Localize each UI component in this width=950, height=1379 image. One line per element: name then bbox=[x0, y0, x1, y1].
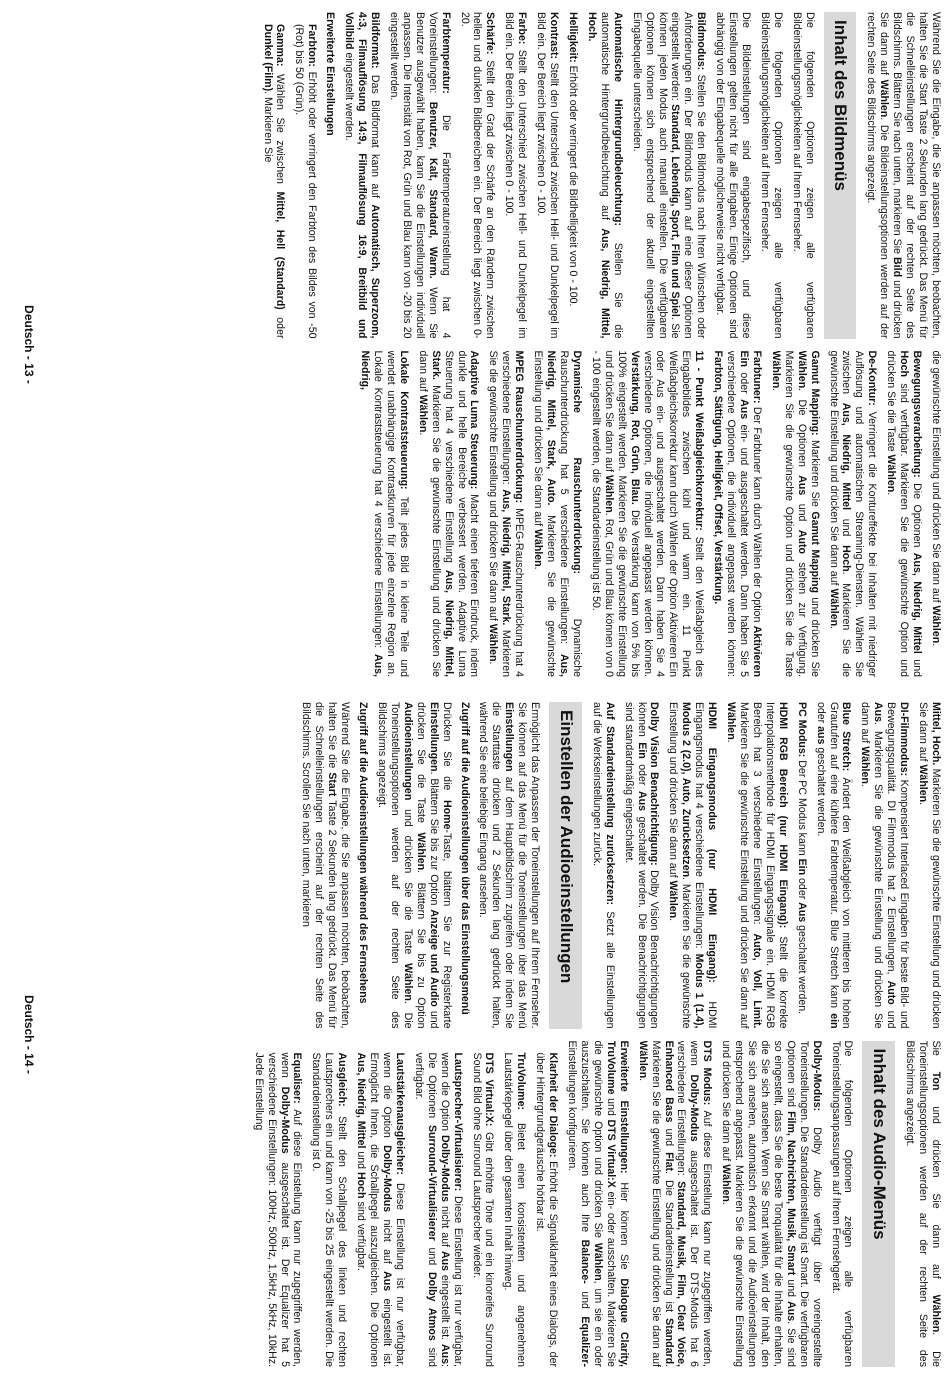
body-paragraph: Blue Stretch: Ändert den Weißabgleich von mittleren bis hohen Grautufen auf eine kühlere Farbtemperatur. Blue Stretch kann ein oder aus geschaltet werden. bbox=[814, 702, 853, 1029]
section-heading: Inhalt des Audio-Menüs bbox=[863, 1041, 896, 1368]
body-paragraph: Gamma: Wählen Sie zwischen Mittel, Hell (Standard) oder Dunkel (Film). Markieren Sie bbox=[261, 24, 287, 339]
body-paragraph: HDMI Eingangsmodus (nur HDMI Eingang): HDMI Eingangsmodus hat 4 verschiedene Einstellungen: Modus 1 (1.4), Modus 2 (2.0), Auto, Zurücksetzen. Markieren Sie die gewünschte Einstellung und drücken Sie dann auf Wählen. bbox=[667, 702, 719, 1029]
body-paragraph: Mittel, Hoch. Markieren Sie die gewünschte Einstellung und drücken Sie dann auf Wählen. bbox=[917, 702, 942, 1029]
page-13-columns bbox=[72, 12, 942, 677]
body-paragraph: Equaliser: Auf diese Einstellung kann nur zugegriffen werden, wenn Dolby-Modus ausgeschaltet ist. Der Equalizer hat 5 verschiedene Einstellungen: 100Hz, 500Hz, 1,5kHz, 5kHz, 10kHz. Jede Einstellung bbox=[252, 1052, 304, 1367]
section-heading: Inhalt des Bildmenüs bbox=[824, 12, 857, 339]
body-paragraph: PC Modus: Der PC Modus kann Ein oder Aus geschaltet werden. bbox=[795, 702, 808, 1015]
body-paragraph: Adaptive Luma Steuerung: Macht einen tieferen Eindruck, indem dunkle und helle Bereiche verbessert werden. Adaptive Luma Steuerung hat 4 verschiedene Einstellung Aus, Niedrig, Mittel, Stark. Markieren Sie die gewünschte Einstellung und drücken Sie dann auf Wählen. bbox=[416, 350, 481, 677]
body-paragraph: Während Sie die Eingabe, die Sie anpassen möchten, beobachten, halten Sie die Start Taste 2 Sekunden lang gedrückt. Das Menü für die Schnelleinstellungen erscheint auf der rechten Seite des Bildschirms. Blättern Sie nach unten, markieren Sie Bild und drücken Sie dann auf Wählen. Die Bildeinstellungsoptionen werden auf der rechten Seite des Bildschirms angezeigt. bbox=[865, 12, 942, 339]
body-paragraph: Lokale Kontraststeuerung: Teilt jedes Bild in kleine Teile und wendet unabhängige Kontrastkurven für jede einzelne Region an. Lokale Kontraststeuerung hat 4 verschiedene Einstellungen: Aus, Niedrig, bbox=[359, 350, 410, 677]
subsection-heading: Zugriff auf die Audioeinstellungen über das Einstellungsmenü bbox=[458, 702, 471, 1015]
body-paragraph: Die folgenden Optionen zeigen alle verfügbaren Toneinstellungsanpassungen auf Ihrem Fernsehgerät. bbox=[829, 1040, 855, 1367]
body-paragraph: Auf Standardeinstellung zurücksetzen: Setzt alle Einstellungen auf die Werkseinstellungen zurück. bbox=[590, 702, 616, 1029]
page-footer: Deutsch - 13 - bbox=[22, 305, 36, 384]
page-14-columns bbox=[72, 702, 942, 1367]
body-paragraph: Die folgenden Optionen zeigen alle verfügbaren Bildeinstellungsmöglichkeiten auf Ihrem Fernseher. bbox=[790, 12, 816, 339]
body-paragraph: Ausgleich: Stellt den Schallpegel des linken und rechten Lautsprechers ein und kann von -25 bis 25 eingestellt werden. Die Standardeinstellung ist 0. bbox=[310, 1052, 349, 1367]
page-14-column-2 bbox=[72, 1041, 942, 1368]
page-14 bbox=[0, 690, 950, 1379]
body-paragraph: Erweiterte Einstellungen: Hier können Sie Dialogue Clarity, TruVolume und DTS Virtual:X ein- oder ausschalten. Markieren Sie die gewünschte Option und drücken Sie Wählen, um sie ein oder auszuschalten. Sie können auch Ihre Balance- und Equalizer-Einstellungen konfigurieren. bbox=[566, 1040, 630, 1367]
body-paragraph: MPEG Rauschunterdrückung: MPEG-Rauschunterdrückung hat 4 verschiedene Einstellungen: Aus, Niedrig, Mittel, Stark. Markieren Sie die gewünschte Einstellung und drücken Sie dann auf Wählen. bbox=[487, 350, 526, 677]
body-paragraph: Lautsprecher-Virtualisierer: Diese Einstellung ist nur verfügbar, wenn die Option Dolby-Modus nicht auf Aus eingestellt ist. Aus: Die Optionen Surround-Virtualisierer und Dolby Atmos sind verfügbar. bbox=[412, 1052, 464, 1367]
body-paragraph: Bildmodus: Stellen Sie den Bildmodus nach Ihren Wünschen oder Anforderungen ein. Der Bildmodus kann auf eine dieser Optionen eingestellt werden: Standard, Lebendig, Sport, Film und Spiel. Sie können jeden Modus auch manuell einstellen. Die verfügbaren Optionen können sich entsprechend der aktuell eingestellten Eingabequelle unterscheiden. bbox=[630, 12, 708, 339]
subsection-heading: Erweiterte Einstellungen bbox=[324, 12, 337, 136]
body-paragraph: Die Bildeinstellungen sind eingabespezifisch, und diese Einstellungen gelten nicht für alle Eingaben. Einige Optionen sind abhängig von der Eingabequelle möglicherweise nicht verfügbar. bbox=[714, 12, 753, 339]
body-paragraph: Sie Ton und drücken Sie dann auf Wählen. Die Toneinstellungsoptionen werden auf der rechten Seite des Bildschirms angezeigt. bbox=[904, 1040, 942, 1367]
body-paragraph: Farbe: Stellt den Unterschied zwischen Hell- und Dunkelpegel im Bild ein. Der Bereich liegt zwischen 0 - 100. bbox=[503, 12, 529, 339]
page-14-column-1 bbox=[72, 702, 942, 1029]
page-13 bbox=[0, 0, 950, 689]
body-paragraph: DTS Virtual:X: Gibt erhöhte Töne und ein kinoreifes Surround Sound Bild ohne Surround Lautsprecher wieder. bbox=[470, 1052, 496, 1367]
body-paragraph: Dolby Vision Benachrichtigung: Dolby Vision Benachrichtigungen können Ein oder Aus geschaltet werden. Die Benachrichtigungen sind standardmäßig eingeschaltet. bbox=[622, 702, 661, 1029]
body-paragraph: Drücken Sie die Home-Taste, blättern Sie zur Registerkarte Einstellungen. Blättern Sie bis zur Option Anzeige und Audio und drücken Sie die Taste Wählen. Blättern Sie bis zu Option Audioeinstellungen und drücken Sie die Taste Wählen. Die Toneinstellungsoptionen werden auf der rechten Seite des Bildschirms angezeigt. bbox=[376, 702, 453, 1029]
body-paragraph: Während Sie die Eingabe, die Sie anpassen möchten, beobachten, halten Sie die Start Taste 2 Sekunden lang gedrückt. Das Menü für die Schnelleinstellungen erscheint auf der rechten Seite des Bildschirms. Scrollen Sie nach unten, markieren bbox=[300, 702, 352, 1029]
body-paragraph: Dynamische Rauschunterdrückung: Dynamische Rauschunterdrückung hat 5 verschiedene Einstellungen: Aus, Niedrig, Mittel, Stark, Auto. Markieren Sie die gewünschte Einstellung und drücken Sie dann auf Wählen. bbox=[532, 350, 583, 677]
body-paragraph: Ermöglicht das Anpassen der Toneinstellungen auf Ihrem Fernseher. Sie können auf das Menü für die Toneinstellungen über das Menü Einstellungen auf dem Hauptbildschirm zugreifen oder indem Sie die Starttaste drücken und 2 Sekunden lang gedrückt halten, während Sie eine beliebige Eingang ansehen. bbox=[477, 702, 542, 1029]
body-paragraph: Farbton: Erhöht oder verringert den Farbton des Bildes von -50 (Rot) bis 50 (Grün). bbox=[293, 24, 319, 339]
page-13-column-1 bbox=[72, 12, 942, 339]
body-paragraph: Lautstärkenausgleicher: Diese Einstellung ist nur verfügbar, wenn die Option Dolby-Modus nicht auf Aus eingestellt ist. Ermöglicht Ihnen, die Schallpegel auszugleichen. Die Optionen Aus, Niedrig, Mittel und Hoch sind verfügbar. bbox=[355, 1052, 406, 1367]
body-paragraph: 11 - Punkt Weißabgleichkorrektur: Stellt den Weißabgleich des Eingabebildes zwischen kühl und warm ein. 11 Punkt Weißabgleichskorrektur kann durch Wählen der Option Aktivieren Ein oder Aus ein- und ausgeschaltet werden. Dann haben Sie 4 verschiedene Optionen, die individuell angepasst werden können. Verstärkung, Rot, Grün, Blau. Die Verstärkung kann von 5% bis 100% eingestellt werden. Markieren Sie die gewünschte Einstellung und drücken Sie dann auf Wählen. Rot, Grün und Blau können von 0 - 100 eingestellt werden, die Standardeinstellung ist 50. bbox=[589, 350, 706, 677]
body-paragraph: Bildformat: Das Bildformat kann auf Automatisch, Superzoom, 4:3, Filmauflösung 14:9, Filmauflösung 16:9, Breitbild und Vollbild eingestellt werden. bbox=[343, 12, 381, 339]
body-paragraph: DI-Filmmodus: Kompensiert Interlaced Eingaben für beste Bild- und Bewegungsqualität. DI Filmmodus hat 2 Einstellungen, Auto und Aus. Markieren Sie die gewünschte Einstellung und drücken Sie dann auf Wählen. bbox=[859, 702, 911, 1029]
body-paragraph: DTS Modus: Auf diese Einstellung kann nur zugegriffen werden, wenn Dolby-Modus ausgeschaltet ist. Der DTS-Modus hat 6 verschiedene Einstellungen: Standard, Musik, Film, Clear Voice, Enhanced Bass und Flat. Die Standardeinstellung ist Standard. Markieren Sie die gewünschte Einstellung und drücken Sie dann auf Wählen. bbox=[636, 1040, 714, 1367]
page-footer: Deutsch - 14 - bbox=[22, 995, 36, 1074]
body-paragraph: Schärfe: Stellt den Grad der Schärfe an den Rändern zwischen hellen und dunklen Bildbereichen ein. Der Bereich liegt zwischen 0- 20. bbox=[458, 12, 497, 339]
page-13-column-2 bbox=[72, 351, 942, 678]
body-paragraph: Automatische Hintergrundbeleuchtung: Stellen Sie die automatische Hintergrundbeleuchtung auf Aus, Niedrig, Mittel, Hoch. bbox=[585, 12, 624, 339]
body-paragraph: TruVolume: Bietet einen konsistenten und angenehmen Lautstärkepegel über den gesamten Inhalt hinweg. bbox=[502, 1052, 528, 1367]
body-paragraph: Kontrast: Stellt den Unterschied zwischen Hell- und Dunkelpegel im Bild ein. Der Bereich liegt zwischen 0 - 100. bbox=[535, 12, 561, 339]
body-paragraph: De-Kontur: Verringert die Kontureffekte bei Inhalten mit niedriger Auflösung und automatischen Streaming-Diensten. Wählen Sie zwischen Aus, Niedrig, Mittel und Hoch. Markieren Sie die gewünschte Einstellung und drücken Sie dann auf Wählen. bbox=[827, 350, 879, 677]
body-paragraph: HDMI RGB Bereich (nur HDMI Eingang): Stellt die korrekte Interpolationsmethode für HDMI Eingangssignale ein. HDMI RGB Bereich hat 3 verschiedene Einstellungen: Auto, Voll, Limit. Markieren Sie die gewünschte Einstellung und drücken Sie dann auf Wählen. bbox=[725, 702, 789, 1029]
section-heading: Einstellen der Audioeinstellungen bbox=[549, 702, 582, 1029]
body-paragraph: Die folgenden Optionen zeigen alle verfügbaren Bildeinstellungsmöglichkeiten auf Ihrem Fernseher. bbox=[758, 12, 784, 339]
body-paragraph: Klarheit der Dialoge: Erhöht die Signalklarheit eines Dialogs, der über Hintergrundgeräusche hörbar ist. bbox=[534, 1052, 560, 1367]
body-paragraph: die gewünschte Einstellung und drücken Sie dann auf Wählen. bbox=[930, 350, 942, 647]
body-paragraph: Farbtemperatur: Die Farbtemperatureinstellung hat 4 Voreinstellungen: Benutzer, Kalt, Standard, Warm. Wenn Sie Benutzer ausgewählt haben, kann Sie die Einstellungen individuell anpassen. Die Intensität von Rot, Grün und Blau kann von -20 bis 20 eingestellt werden. bbox=[387, 12, 452, 339]
body-paragraph: Helligkeit: Erhöht oder verringert die Bildhelligkeit von 0 - 100. bbox=[566, 12, 579, 307]
body-paragraph: Dolby-Modus: Dolby Audio verfügt über voreingestellte Toneinstellungen. Die Standardeinstellung ist Smart. Die verfügbaren Optionen sind Film, Nachrichten, Musik, Smart und Aus. Sie sind so eingestellt, dass Sie die beste Tonqualität für die Inhalte erhalten, die Sie sich ansehen. Wenn Sie Smart wählen, wird der Inhalt, den Sie sich ansehen, automatisch erkannt und die Audioeinstellungen entsprechend angepasst. Markieren Sie die gewünschte Einstellung und drücken Sie dann auf Wählen. bbox=[720, 1040, 823, 1367]
body-paragraph: Gamut Mapping: Markieren Sie Gamut Mapping und drücken Sie Wählen. Die Optionen Aus und Auto stehen zur Verfügung. Markieren Sie die gewünschte Option und drücken Sie die Taste Wählen. bbox=[769, 350, 821, 677]
body-paragraph: Bewegungsverarbeitung: Die Optionen Aus, Niedrig, Mittel und Hoch sind verfügbar. Markieren Sie die gewünschte Option und drücken Sie die Taste Wählen. bbox=[885, 350, 924, 677]
subsection-heading: Zugriff auf die Audioeinstellungen während des Fernsehens bbox=[357, 702, 370, 1004]
body-paragraph: Farbtuner: Der Farbtuner kann durch Wählen der Option Aktivieren Ein oder Aus ein- und ausgeschaltet werden. Dann haben Sie 5 verschiedene Optionen, die individuell angepasst werden können: Farbton, Sättigung, Helligkeit, Offset, Verstärkung. bbox=[712, 350, 763, 677]
